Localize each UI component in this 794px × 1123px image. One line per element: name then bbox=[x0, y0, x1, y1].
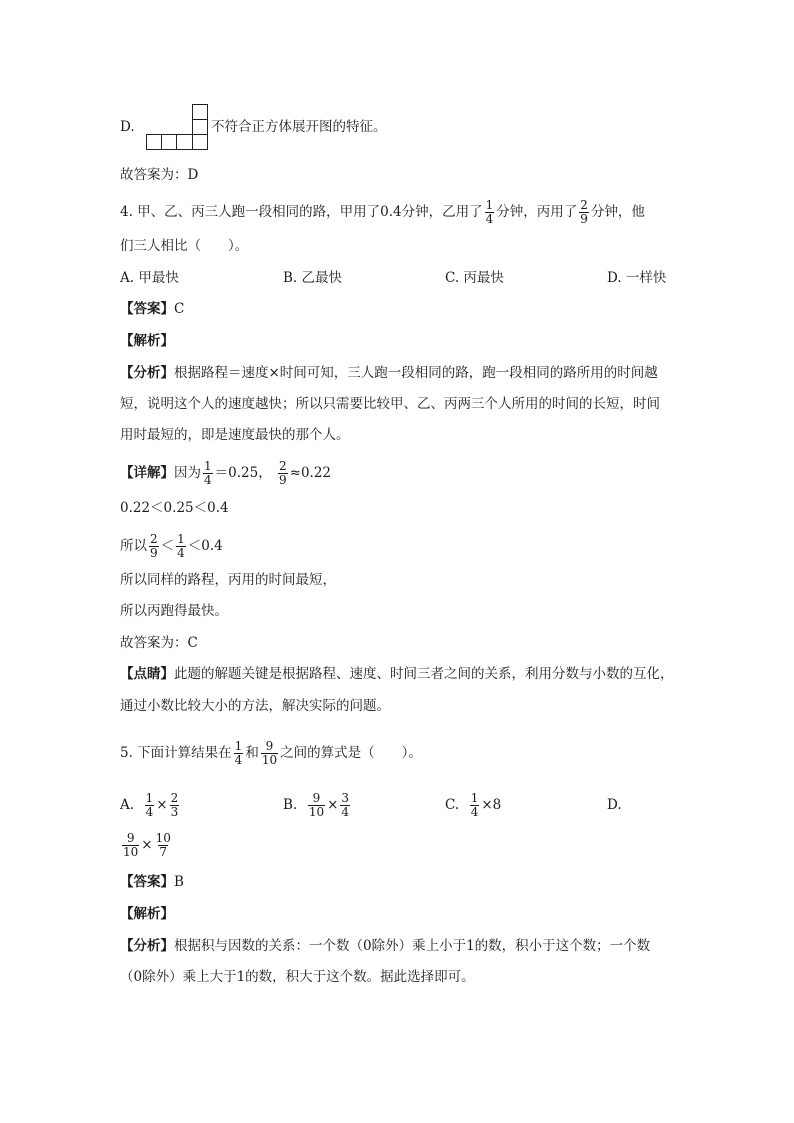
fraction bbox=[308, 792, 325, 819]
q4-analysis-line2: 短，说明这个人的速度越快；所以只需要比较甲、乙、丙两三个人所用的时间的长短，时间 bbox=[120, 396, 660, 412]
numerator: 1 bbox=[485, 198, 494, 212]
q4-compare-line: 0.22＜0.25＜0.4 bbox=[120, 500, 229, 516]
q4-analysis-line1: 【分析】根据路程＝速度×时间可知，三人跑一段相同的路，跑一段相同的路所用的时间越 bbox=[120, 365, 658, 381]
numerator: 9 bbox=[312, 791, 321, 805]
q4-option-a: A. 甲最快 bbox=[120, 270, 179, 286]
fraction bbox=[261, 740, 278, 767]
numerator: 1 bbox=[145, 791, 154, 805]
numerator: 9 bbox=[126, 831, 135, 845]
q4-detail-line: 【详解】因为 $\frac{1}{4}$ ＝0.25， $\frac{2}{9}$ ≈0.22 bbox=[120, 459, 332, 487]
q4-final-answer: 故答案为：C bbox=[120, 635, 198, 651]
denominator: 4 bbox=[234, 753, 243, 767]
denominator: 9 bbox=[279, 473, 287, 487]
q5-analysis-line2: （0除外）乘上大于1的数，积大于这个数。据此选择即可。 bbox=[120, 969, 475, 985]
option-d-label: D. bbox=[120, 119, 135, 135]
q5-option-d-label: D. bbox=[607, 797, 622, 813]
prev-answer: 故答案为：D bbox=[120, 167, 199, 183]
denominator: 4 bbox=[204, 473, 212, 487]
q5-stem: 5. 下面计算结果在 $\frac{1}{4}$ 和 $\frac{9}{10}$ 之间的算式是（ ）。 bbox=[120, 739, 422, 767]
q4-analysis-line3: 用时最短的，即是速度最快的那个人。 bbox=[120, 427, 350, 443]
denominator: 9 bbox=[150, 546, 158, 560]
fraction bbox=[170, 792, 180, 819]
numerator: 2 bbox=[170, 791, 179, 805]
q5-analysis-line1: 【分析】根据积与因数的关系：一个数（0除外）乘上小于1的数，积小于这个数；一个数 bbox=[120, 938, 651, 954]
denominator: 4 bbox=[341, 805, 350, 819]
fraction bbox=[203, 460, 213, 487]
denominator: 10 bbox=[308, 805, 325, 819]
fraction bbox=[145, 792, 155, 819]
q4-conclusion-2: 所以丙跑得最快。 bbox=[120, 603, 228, 619]
numerator: 1 bbox=[470, 791, 479, 805]
fraction bbox=[122, 832, 139, 859]
fraction bbox=[176, 533, 186, 560]
denominator: 7 bbox=[159, 845, 168, 859]
q5-option-b: B. $\frac{9}{10}$ × $\frac{3}{4}$ bbox=[283, 791, 350, 819]
q5-option-d-expr: $\frac{9}{10}$ × $\frac{10}{7}$ bbox=[123, 831, 171, 859]
denominator: 4 bbox=[177, 546, 185, 560]
q5-option-a: A. $\frac{1}{4}$ × $\frac{2}{3}$ bbox=[120, 791, 179, 819]
denominator: 3 bbox=[170, 805, 179, 819]
numerator: 10 bbox=[155, 831, 171, 845]
cube-net-figure bbox=[146, 104, 210, 150]
fraction bbox=[155, 832, 172, 859]
fraction bbox=[234, 740, 244, 767]
fraction bbox=[470, 792, 480, 819]
fraction bbox=[485, 199, 495, 226]
fraction bbox=[579, 199, 589, 226]
numerator: 2 bbox=[150, 532, 158, 546]
q4-stem-line2: 们三人相比（ ）。 bbox=[120, 238, 249, 254]
option-d-text: 不符合正方体展开图的特征。 bbox=[211, 119, 387, 135]
numerator: 2 bbox=[580, 198, 588, 212]
numerator: 2 bbox=[279, 459, 287, 473]
fraction bbox=[278, 460, 288, 487]
fraction bbox=[149, 533, 159, 560]
q4-option-b: B. 乙最快 bbox=[283, 270, 343, 286]
q4-order-line: 所以 $\frac{2}{9}$ ＜ $\frac{1}{4}$ ＜0.4 bbox=[120, 532, 223, 560]
q4-jiexi-heading: 【解析】 bbox=[120, 333, 174, 349]
q4-answer: 【答案】C bbox=[120, 301, 185, 317]
q5-jiexi-heading: 【解析】 bbox=[120, 906, 174, 922]
denominator: 10 bbox=[123, 845, 139, 859]
denominator: 10 bbox=[261, 753, 278, 767]
q4-stem-line1: 4. 甲、乙、丙三人跑一段相同的路，甲用了0.4分钟，乙用了 $\frac{1}{4}$ 分钟，丙用了 $\frac{2}{9}$ 分钟，他 bbox=[120, 198, 645, 226]
denominator: 4 bbox=[470, 805, 479, 819]
q4-option-c: C. 丙最快 bbox=[445, 270, 504, 286]
q4-option-d: D. 一样快 bbox=[607, 270, 667, 286]
numerator: 1 bbox=[177, 532, 185, 546]
q4-conclusion-1: 所以同样的路程，丙用的时间最短， bbox=[120, 572, 336, 588]
numerator: 1 bbox=[234, 739, 243, 753]
q4-dianjing-line1: 【点睛】此题的解题关键是根据路程、速度、时间三者之间的关系，利用分数与小数的互化， bbox=[120, 666, 674, 682]
q5-answer: 【答案】B bbox=[120, 874, 184, 890]
fraction bbox=[340, 792, 350, 819]
denominator: 9 bbox=[580, 212, 588, 226]
denominator: 4 bbox=[145, 805, 154, 819]
numerator: 1 bbox=[204, 459, 212, 473]
q5-option-c: C. $\frac{1}{4}$ ×8 bbox=[445, 791, 502, 819]
q4-dianjing-line2: 通过小数比较大小的方法，解决实际的问题。 bbox=[120, 698, 390, 714]
numerator: 3 bbox=[341, 791, 350, 805]
denominator: 4 bbox=[485, 212, 494, 226]
numerator: 9 bbox=[265, 739, 274, 753]
